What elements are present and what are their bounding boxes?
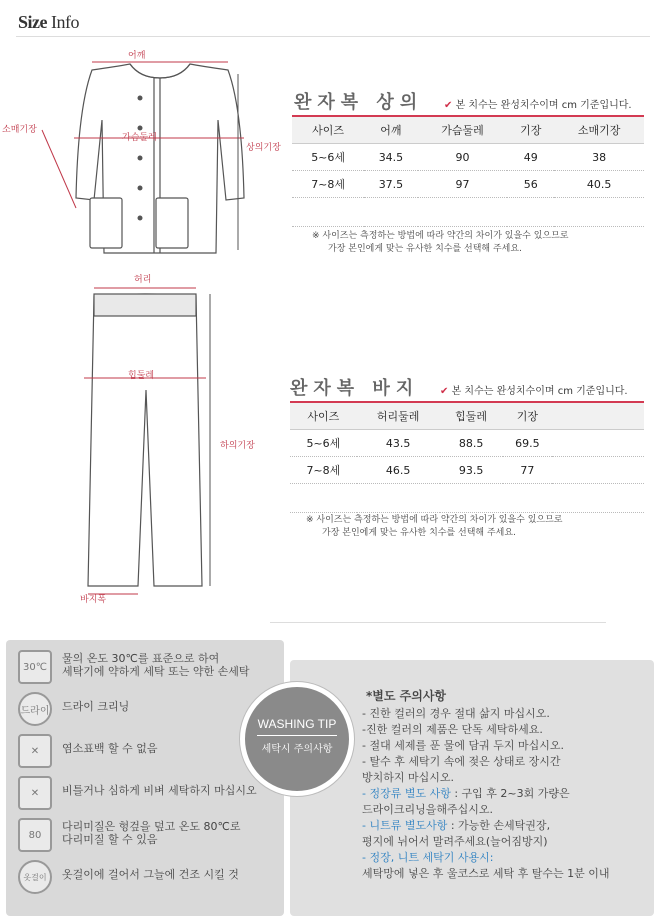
table-row bbox=[290, 430, 644, 457]
col-header: 기장 bbox=[507, 116, 554, 144]
col-header: 사이즈 bbox=[292, 116, 364, 144]
pants-diagram bbox=[70, 280, 220, 600]
table-row bbox=[290, 457, 644, 484]
warning-item: - 진한 컬러의 경우 절대 삶지 마십시오. bbox=[362, 707, 550, 720]
size-info-title: Size Info bbox=[18, 12, 79, 32]
care-item: 옷걸이 옷걸이에 걸어서 그늘에 건조 시킬 것 bbox=[18, 858, 278, 896]
cell: 46.5 bbox=[357, 457, 440, 484]
cell: 5~6세 bbox=[290, 430, 357, 457]
top-note: ✔ 본 치수는 완성치수이며 cm 기준입니다. bbox=[444, 100, 632, 111]
cell: 43.5 bbox=[357, 430, 440, 457]
warning-item: - 절대 세제를 푼 물에 담궈 두지 마십시오. bbox=[362, 739, 564, 752]
cell: 5~6세 bbox=[292, 144, 364, 171]
warnings-panel bbox=[290, 660, 654, 916]
iron-80-icon: 80 bbox=[18, 818, 52, 852]
bottom-size-table bbox=[290, 401, 644, 513]
warning-item: -진한 컬러의 제품은 단독 세탁하세요. bbox=[362, 723, 543, 736]
wash-30-icon: 30℃ bbox=[18, 650, 52, 684]
col-header: 소매기장 bbox=[554, 116, 644, 144]
warning-item: 평지에 뉘어서 말려주세요(늘어짐방지) bbox=[362, 835, 548, 848]
top-garment-diagram bbox=[30, 48, 255, 263]
cell: 7~8세 bbox=[290, 457, 357, 484]
hang-dry-icon: 옷걸이 bbox=[18, 860, 52, 894]
top-footnote: ※ 사이즈는 측정하는 방법에 따라 약간의 차이가 있을수 있으므로 가장 본인에게 맞는 유사한 치수를 선택해 주세요. bbox=[312, 231, 569, 254]
cell: 38 bbox=[554, 144, 644, 171]
warning-item: 세탁망에 넣은 후 울코스로 세탁 후 탈수는 1분 이내 bbox=[362, 867, 610, 880]
col-header: 사이즈 bbox=[290, 402, 357, 430]
cell: 34.5 bbox=[364, 144, 417, 171]
warnings-list bbox=[362, 706, 648, 882]
label-sleeve: 소매기장 bbox=[2, 125, 37, 135]
cell: 77 bbox=[503, 457, 552, 484]
warning-item: - 정장, 니트 세탁기 사용시: bbox=[362, 851, 494, 864]
label-hip: 힙둘레 bbox=[128, 371, 155, 381]
bottom-footnote: ※ 사이즈는 측정하는 방법에 따라 약간의 차이가 있을수 있으므로 가장 본인에게 맞는 유사한 치수를 선택해 주세요. bbox=[306, 515, 563, 538]
label-waist: 허리 bbox=[134, 275, 152, 285]
care-item: ✕ 염소표백 할 수 없음 bbox=[18, 732, 278, 770]
label-top-length: 상의기장 bbox=[246, 143, 281, 153]
care-item: ✕ 비틀거나 심하게 비벼 세탁하지 마십시오 bbox=[18, 774, 278, 812]
table-row bbox=[292, 144, 644, 171]
warning-item: - 정장류 별도 사항 : 구입 후 2~3회 가량은 bbox=[362, 787, 570, 800]
cell: 93.5 bbox=[440, 457, 503, 484]
table-header-row bbox=[292, 116, 644, 144]
cell: 7~8세 bbox=[292, 171, 364, 198]
cell: 37.5 bbox=[364, 171, 417, 198]
warning-item: 드라이크리닝을해주십시오. bbox=[362, 803, 494, 816]
care-label-panel bbox=[6, 640, 284, 916]
care-item: 드라이 드라이 크리닝 bbox=[18, 690, 278, 728]
cell: 88.5 bbox=[440, 430, 503, 457]
col-header: 기장 bbox=[503, 402, 552, 430]
cell: 90 bbox=[418, 144, 508, 171]
care-item: 80 다리미질은 헝겊을 덮고 온도 80℃로 다리미질 할 수 있음 bbox=[18, 816, 278, 854]
section-divider bbox=[270, 622, 606, 623]
dry-clean-icon: 드라이 bbox=[18, 692, 52, 726]
cell: 97 bbox=[418, 171, 508, 198]
col-header: 허리둘레 bbox=[357, 402, 440, 430]
warning-item: 방치하지 마십시오. bbox=[362, 771, 455, 784]
cell: 49 bbox=[507, 144, 554, 171]
table-row bbox=[292, 171, 644, 198]
col-header: 어깨 bbox=[364, 116, 417, 144]
table-header-row bbox=[290, 402, 644, 430]
header-divider bbox=[16, 36, 650, 37]
warning-item: - 탈수 후 세탁기 속에 젖은 상태로 장시간 bbox=[362, 755, 561, 768]
label-shoulder: 어깨 bbox=[128, 51, 146, 61]
top-size-table bbox=[292, 115, 644, 227]
bottom-table-title: 완자복 바지 bbox=[290, 378, 420, 399]
table-row-empty bbox=[292, 198, 644, 227]
label-hem: 바지폭 bbox=[80, 595, 107, 605]
washing-tip-badge: WASHING TIP 세탁시 주의사항 bbox=[240, 682, 354, 796]
cell: 40.5 bbox=[554, 171, 644, 198]
table-row-empty bbox=[290, 484, 644, 513]
cell: 56 bbox=[507, 171, 554, 198]
care-item: 30℃ 물의 온도 30℃를 표준으로 하여 세탁기에 약하게 세탁 또는 약한 손세탁 bbox=[18, 648, 278, 686]
label-chest: 가슴둘레 bbox=[122, 133, 157, 143]
no-wring-icon: ✕ bbox=[18, 776, 52, 810]
label-pants-length: 하의기장 bbox=[220, 441, 255, 451]
col-header: 힙둘레 bbox=[440, 402, 503, 430]
top-table-title: 완자복 상의 bbox=[294, 92, 424, 113]
warnings-heading: *별도 주의사항 bbox=[366, 689, 447, 703]
col-header: 가슴둘레 bbox=[418, 116, 508, 144]
no-bleach-icon: ✕ bbox=[18, 734, 52, 768]
warning-item: - 니트류 별도사항 : 가능한 손세탁권장, bbox=[362, 819, 551, 832]
bottom-note: ✔ 본 치수는 완성치수이며 cm 기준입니다. bbox=[440, 386, 628, 397]
cell: 69.5 bbox=[503, 430, 552, 457]
